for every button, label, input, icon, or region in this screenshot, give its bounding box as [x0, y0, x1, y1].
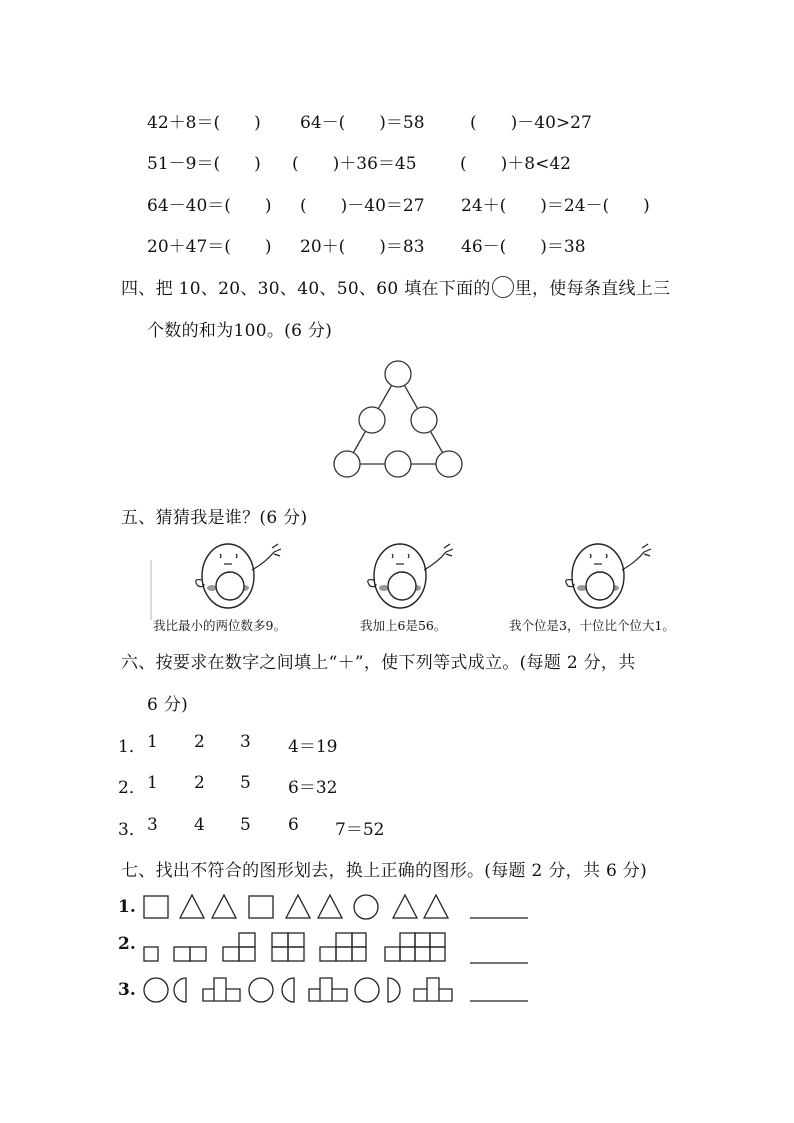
item-number: 3	[240, 732, 251, 752]
equation: 64－40＝( )	[147, 196, 272, 216]
item-index: 3．	[118, 820, 146, 840]
item-number: 4＝19	[288, 737, 338, 757]
equation: 24＋( )＝24－( )	[461, 196, 650, 216]
item-index: 2.	[118, 934, 136, 954]
circle-shape	[249, 978, 273, 1002]
t-block-shape	[309, 978, 347, 1001]
section5-title: 五、猜猜我是谁？(6 分)	[121, 508, 308, 528]
equation: ( )＋36＝45	[292, 154, 417, 174]
item-number: 4	[194, 815, 205, 835]
equation: 20＋( )＝83	[300, 237, 425, 257]
equation: 64－( )＝58	[300, 113, 425, 133]
item-number: 3	[147, 815, 158, 835]
t-block-shape	[203, 978, 240, 1001]
riddle-caption-2: 我加上6是56。	[360, 618, 447, 633]
half-circle-shape	[174, 978, 186, 1002]
item-number: 5	[240, 815, 251, 835]
riddle-caption-1: 我比最小的两位数多9。	[153, 618, 286, 633]
item-index: 2．	[118, 778, 146, 798]
item-index: 1．	[118, 737, 146, 757]
item-number: 2	[194, 773, 205, 793]
section6-line1: 六、按要求在数字之间填上“＋”，使下列等式成立。(每题 2 分，共	[121, 653, 636, 673]
equation: 46－( )＝38	[461, 237, 586, 257]
equation: ( )－40>27	[470, 113, 592, 133]
section4-text-before: 四、把 10、20、30、40、50、60 填在下面的	[121, 279, 491, 299]
circle-shape	[355, 978, 379, 1002]
riddle-caption-3: 我个位是3，十位比个位大1。	[509, 618, 675, 633]
equation: 51－9＝( )	[147, 154, 261, 174]
section4-text-after: 里，使每条直线上三	[514, 279, 671, 299]
equation: 42＋8＝( )	[147, 113, 261, 133]
half-circle-shape	[388, 978, 400, 1002]
half-circle-shape	[282, 978, 294, 1002]
equation: 20＋47＝( )	[147, 237, 272, 257]
t-block-shape	[414, 978, 452, 1001]
circle-shape	[144, 978, 168, 1002]
section6-line2: 6 分)	[147, 695, 189, 715]
item-index: 1.	[118, 897, 136, 917]
item-index: 3.	[118, 980, 136, 1000]
item-number: 7＝52	[335, 820, 385, 840]
item-number: 6＝32	[288, 778, 338, 798]
equation: ( )－40＝27	[300, 196, 425, 216]
section4-line2: 个数的和为100。(6 分)	[147, 321, 333, 341]
item-number: 2	[194, 732, 205, 752]
item-number: 5	[240, 773, 251, 793]
section7-title: 七、找出不符合的图形划去，换上正确的图形。(每题 2 分，共 6 分)	[121, 861, 648, 881]
item-number: 1	[147, 773, 158, 793]
equation: ( )＋8<42	[460, 154, 571, 174]
item-number: 6	[288, 815, 299, 835]
item-number: 1	[147, 732, 158, 752]
